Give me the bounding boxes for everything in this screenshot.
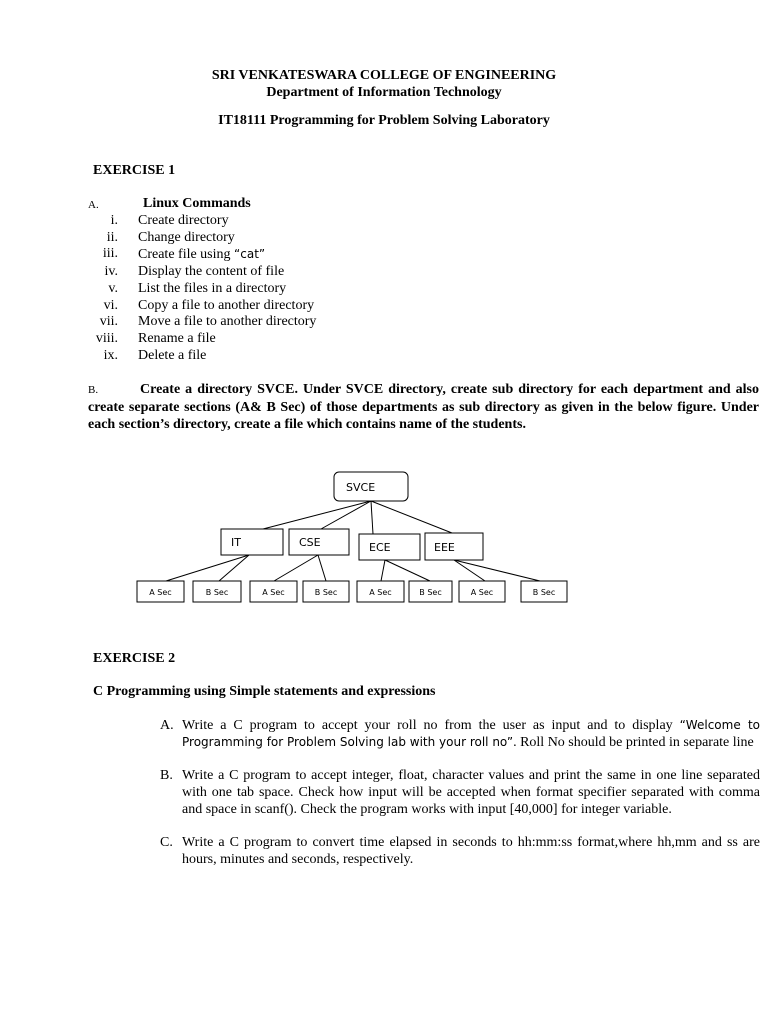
- part-a-letter: A.: [88, 199, 99, 211]
- connector-line: [219, 555, 249, 581]
- list-item-text-pre: Create file using: [138, 247, 235, 263]
- connector-line: [371, 501, 373, 534]
- exercise2-list: [160, 717, 760, 884]
- list-item-letter: C.: [160, 835, 173, 850]
- list-item-text: Create directory: [138, 213, 229, 228]
- tree-node-section-label: A Sec: [470, 588, 494, 597]
- connector-line: [274, 555, 318, 581]
- tree-node-department-label: IT: [231, 536, 241, 549]
- list-item-text: List the files in a directory: [138, 280, 287, 296]
- connector-line: [381, 560, 385, 581]
- tree-node-root-label: SVCE: [346, 481, 376, 494]
- connector-line: [454, 560, 485, 581]
- list-item-code: “cat”: [234, 247, 266, 262]
- list-item-number: iii.: [102, 246, 118, 262]
- list-item-code: “Welcome to Programming for Problem Solving lab with your roll no”: [182, 718, 760, 749]
- tree-node-section-label: A Sec: [149, 588, 172, 597]
- list-item-number: vii.: [99, 314, 118, 330]
- list-item-text-pre: Write a C program to accept your roll no from the user as input and to display: [182, 718, 680, 733]
- list-item-text: Delete a file: [138, 347, 207, 363]
- part-b-letter: B.: [88, 384, 99, 396]
- list-item-number: v.: [108, 280, 118, 296]
- list-item: [160, 717, 760, 751]
- list-item-letter: A.: [160, 718, 174, 733]
- tree-node-section-label: A Sec: [369, 588, 392, 597]
- list-item: [160, 834, 760, 868]
- exercise2-subtitle: C Programming using Simple statements and expressions: [93, 684, 436, 699]
- part-b-text: Create a directory SVCE. Under SVCE directory, create sub directory for each department and also create separate sections (A& B Sec) of those departments as sub directory as given in the below figure. Under each section’s directory, create a file which contains name of the students.: [88, 382, 759, 432]
- list-item-text-post: . Roll No should be printed in separate line: [513, 735, 754, 750]
- exercise1-title: EXERCISE 1: [93, 163, 176, 178]
- college-name: SRI VENKATESWARA COLLEGE OF ENGINEERING: [211, 68, 557, 83]
- list-item-number: i.: [110, 213, 118, 228]
- list-item-text: Copy a file to another directory: [138, 297, 315, 313]
- list-item-number: iv.: [104, 264, 118, 280]
- connector-line: [321, 501, 371, 529]
- connector-line: [166, 555, 249, 581]
- list-item-text: Rename a file: [138, 330, 216, 346]
- connector-line: [454, 560, 540, 581]
- list-item-number: vi.: [103, 297, 118, 313]
- list-item-text: Change directory: [138, 229, 235, 245]
- list-item: [160, 767, 760, 818]
- tree-node-section-label: B Sec: [419, 588, 442, 597]
- list-item-text: Write a C program to accept integer, float, character values and print the same in one line separated with one tab space. Check how input will be accepted when format specifier separated with comma and space in scanf(). Check the program works with input [40,000] for integer variable.: [182, 768, 760, 817]
- tree-node-department-label: ECE: [369, 541, 391, 554]
- connector-line: [318, 555, 326, 581]
- list-item-number: ii.: [106, 229, 118, 245]
- list-item-text: [182, 717, 760, 751]
- connector-line: [371, 501, 452, 533]
- list-item-number: ix.: [103, 347, 118, 363]
- tree-node-department-label: EEE: [434, 541, 455, 554]
- tree-node-section-label: B Sec: [205, 588, 229, 597]
- tree-node-department-label: CSE: [299, 536, 321, 549]
- connector-line: [385, 560, 430, 581]
- list-item-letter: B.: [160, 768, 173, 783]
- list-item-text: Move a file to another directory: [138, 314, 317, 330]
- list-item-number: viii.: [95, 330, 118, 346]
- list-item-text: Write a C program to convert time elapsed in seconds to hh:mm:ss format,where hh,mm and ss are hours, minutes and seconds, respectively.: [182, 835, 760, 867]
- tree-node-section-label: B Sec: [532, 588, 556, 597]
- course-title: IT18111 Programming for Problem Solving Laboratory: [218, 113, 550, 128]
- part-a-title: Linux Commands: [143, 196, 251, 211]
- department-name: Department of Information Technology: [266, 85, 502, 100]
- tree-node-section-label: B Sec: [314, 588, 338, 597]
- connector-line: [263, 501, 371, 529]
- tree-node-section-label: A Sec: [262, 588, 285, 597]
- exercise2-title: EXERCISE 2: [93, 651, 176, 666]
- list-item-text: Display the content of file: [138, 264, 285, 280]
